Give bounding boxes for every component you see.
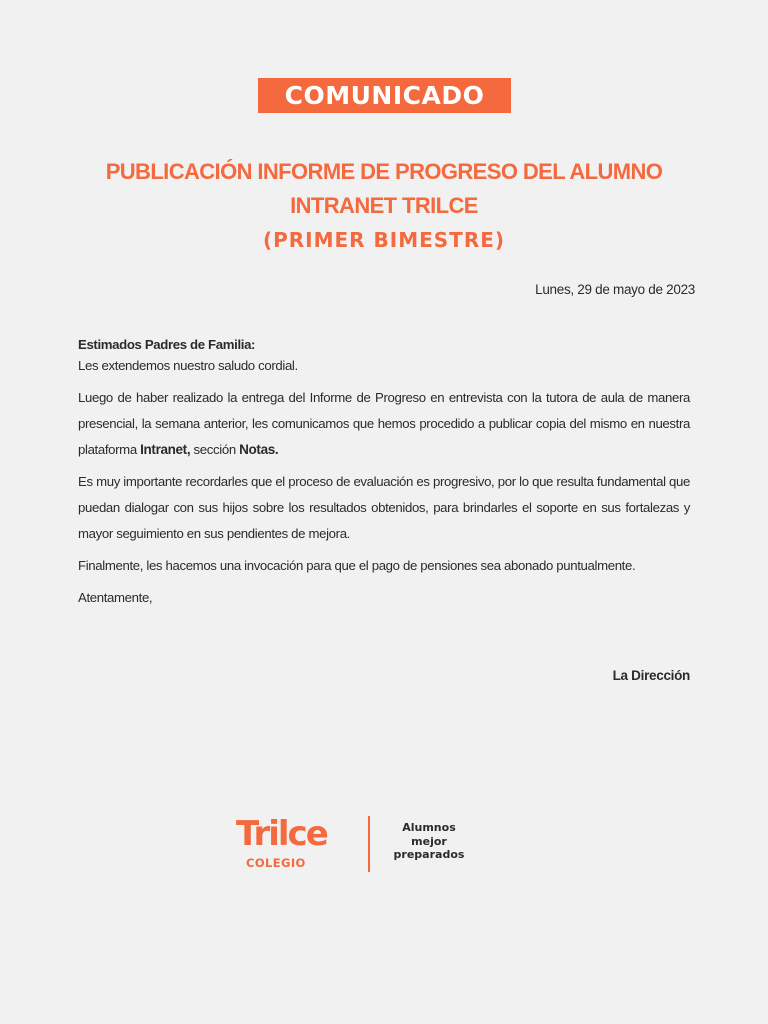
- slogan-line-1: Alumnos: [402, 821, 456, 834]
- paragraph-1-text: Luego de haber realizado la entrega del Informe de Progreso en entrevista con la tutora de aula de manera presencial, la semana anterior, les comunicamos que hemos procedido a publicar copia del mismo en nuestra plataforma: [78, 390, 690, 457]
- logo-divider: [368, 816, 370, 872]
- brand-subtitle: COLEGIO: [246, 856, 306, 870]
- title-line-2: INTRANET TRILCE: [290, 193, 478, 218]
- intranet-label: Intranet,: [140, 442, 191, 457]
- letter-date: Lunes, 29 de mayo de 2023: [535, 282, 695, 297]
- paragraph-2: Es muy importante recordarles que el proceso de evaluación es progresivo, por lo que resulta fundamental que puedan dialogar con sus hijos sobre los resultados obtenidos, para brindarles el soporte en sus fortalezas y mayor seguimiento en sus pendientes de mejora.: [78, 474, 690, 541]
- title-line-3: (PRIMER BIMESTRE): [262, 228, 506, 252]
- comunicado-banner: COMUNICADO: [258, 78, 511, 113]
- document-title: [0, 155, 768, 257]
- paragraph-3: Finalmente, les hacemos una invocación para que el pago de pensiones sea abonado puntualmente.: [78, 558, 636, 573]
- title-line-1: PUBLICACIÓN INFORME DE PROGRESO DEL ALUMNO: [105, 159, 663, 184]
- brand-wordmark: Trilce: [236, 814, 327, 854]
- paragraph-1-mid: sección: [190, 442, 240, 457]
- trilce-logo: [236, 814, 476, 876]
- brand-slogan: [388, 821, 470, 862]
- signature: La Dirección: [612, 668, 690, 683]
- closing: Atentamente,: [78, 590, 153, 605]
- slogan-line-2: mejor: [411, 834, 447, 848]
- slogan-line-3: preparados: [393, 848, 465, 861]
- greeting: Estimados Padres de Familia:: [78, 337, 256, 352]
- notas-label: Notas.: [239, 442, 279, 457]
- letter-body: [78, 336, 690, 617]
- salutation: Les extendemos nuestro saludo cordial.: [78, 358, 298, 373]
- paragraph-1: [78, 385, 690, 463]
